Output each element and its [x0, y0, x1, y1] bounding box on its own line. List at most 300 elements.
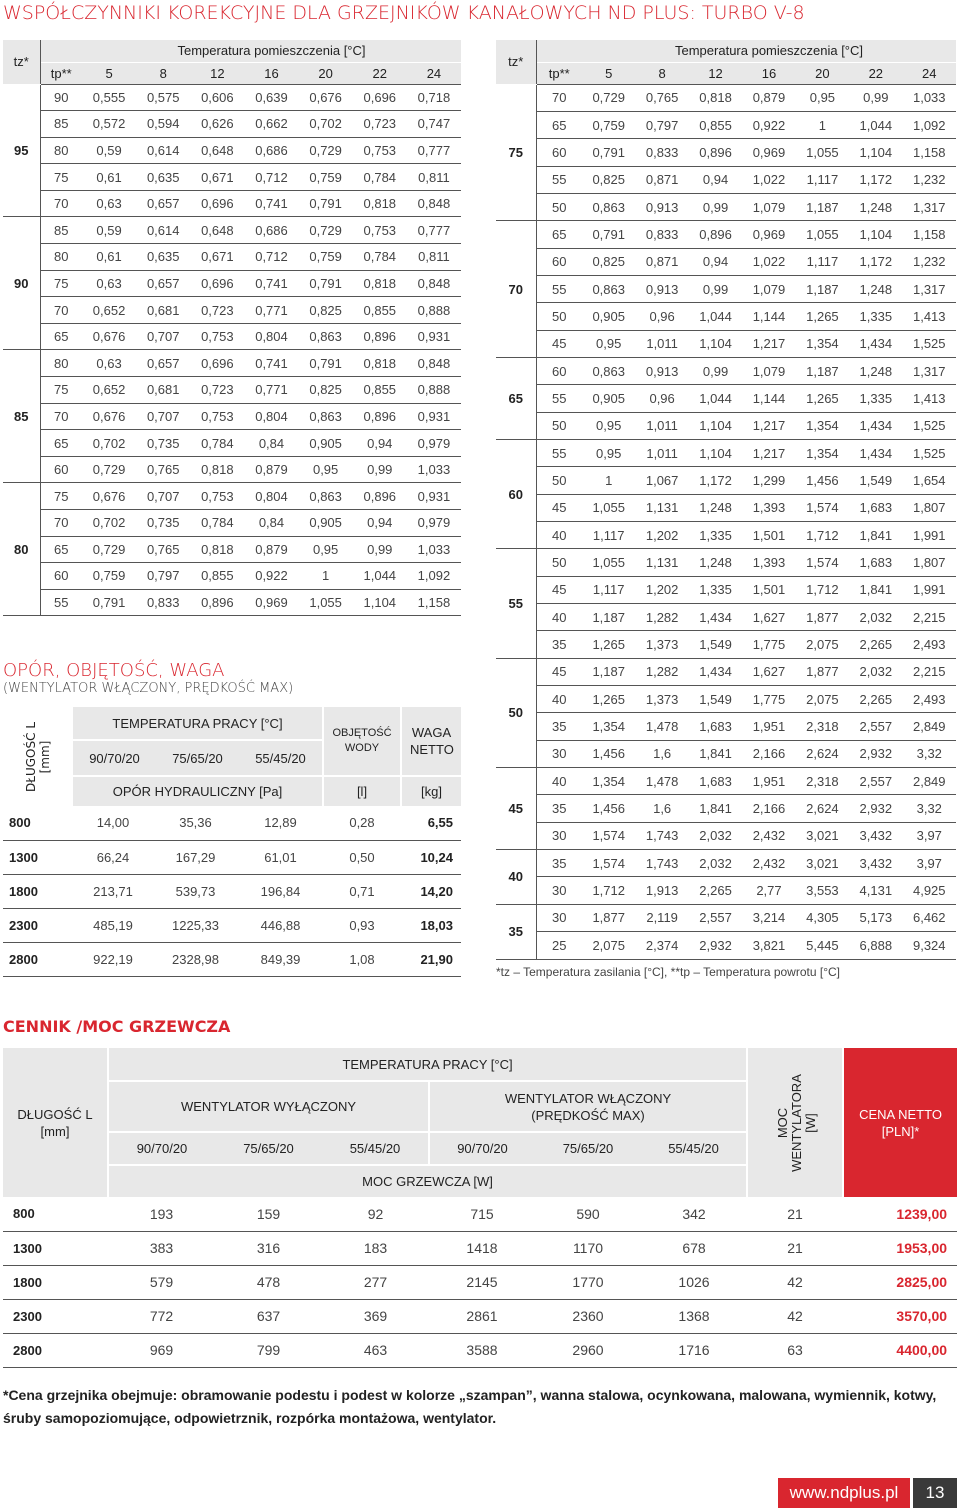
coef-value: 0,969: [742, 139, 795, 166]
work-temp-header: TEMPERATURA PRACY [°C]: [73, 707, 322, 741]
coef-value: 1,044: [849, 111, 902, 138]
coef-value: 2,557: [849, 768, 902, 795]
coef-value: 0,863: [299, 403, 353, 430]
coef-value: 1,044: [689, 303, 742, 330]
coef-value: 6,888: [849, 932, 902, 959]
tp-value: 40: [536, 768, 582, 795]
fan-power-header: MOC WENTYLATORA [W]: [747, 1048, 843, 1197]
coef-value: 1,033: [407, 536, 461, 563]
coef-value: 1,104: [849, 221, 902, 248]
tz-value: 35: [496, 904, 536, 959]
coef-value: 1,317: [903, 193, 956, 220]
tz-value: 50: [496, 658, 536, 767]
coef-value: 2,432: [742, 850, 795, 877]
coef-value: 2,119: [635, 904, 688, 931]
coef-value: 0,833: [635, 221, 688, 248]
resistance-row: [3, 874, 461, 908]
coef-value: 0,681: [136, 377, 190, 404]
weight-value: 21,90: [401, 942, 461, 976]
coef-value: 1,549: [689, 631, 742, 658]
coef-value: 0,614: [136, 217, 190, 244]
coef-value: 0,969: [244, 589, 298, 616]
coef-value: 2,265: [849, 686, 902, 713]
coef-value: 1,877: [796, 604, 849, 631]
coef-row: [3, 84, 461, 111]
coef-value: 0,777: [407, 137, 461, 164]
fan-on-header: WENTYLATOR WŁĄCZONY (PRĘDKOŚĆ MAX): [429, 1081, 747, 1132]
tp-value: 50: [536, 467, 582, 494]
coef-value: 1,354: [582, 713, 635, 740]
coef-value: 0,818: [353, 270, 407, 297]
power-value: 3588: [429, 1333, 535, 1367]
coef-value: 0,765: [635, 84, 688, 111]
resistance-title: OPÓR, OBJĘTOŚĆ, WAGA: [3, 660, 225, 681]
tp-value: 85: [40, 217, 82, 244]
coef-value: 0,94: [353, 430, 407, 457]
coef-row: [3, 456, 461, 483]
tp-value: 50: [536, 549, 582, 576]
coef-value: 0,696: [353, 84, 407, 111]
coef-value: 1,913: [635, 877, 688, 904]
coef-value: 1,627: [742, 604, 795, 631]
power-value: 1170: [535, 1231, 641, 1265]
hydraulic-resistance-header: OPÓR HYDRAULICZNY [Pa]: [73, 776, 323, 806]
coef-row: [3, 244, 461, 271]
table-cell: 0,50: [323, 840, 401, 874]
coef-value: 1,079: [742, 357, 795, 384]
tp-value: 60: [40, 456, 82, 483]
website-link[interactable]: www.ndplus.pl: [778, 1478, 910, 1508]
coef-value: 1,478: [635, 713, 688, 740]
coef-value: 0,729: [299, 217, 353, 244]
coef-row: [3, 536, 461, 563]
coef-value: 1,712: [796, 576, 849, 603]
coef-value: 3,432: [849, 850, 902, 877]
coef-value: 0,905: [299, 510, 353, 537]
coef-value: 2,624: [796, 795, 849, 822]
tp-value: 70: [40, 190, 82, 217]
coef-value: 0,863: [582, 193, 635, 220]
coef-value: 0,753: [353, 217, 407, 244]
coef-value: 1,456: [582, 795, 635, 822]
coef-value: 1,079: [742, 193, 795, 220]
power-value: 715: [429, 1197, 535, 1231]
coef-value: 0,95: [299, 536, 353, 563]
coef-value: 1,574: [582, 822, 635, 849]
coef-value: 0,696: [190, 190, 244, 217]
power-value: 342: [641, 1197, 747, 1231]
length-value: 2800: [3, 1333, 108, 1367]
coef-value: 0,969: [742, 221, 795, 248]
volume-header: OBJĘTOŚĆ WODY: [323, 707, 401, 776]
coef-value: 1,991: [903, 522, 956, 549]
coef-value: 1,478: [635, 768, 688, 795]
coef-row: [496, 768, 956, 795]
coef-value: 1,217: [742, 412, 795, 439]
coef-value: 1,743: [635, 850, 688, 877]
coef-value: 2,166: [742, 795, 795, 822]
coef-value: 1,011: [635, 412, 688, 439]
coef-value: 1,011: [635, 439, 688, 466]
coef-value: 2,557: [849, 713, 902, 740]
tp-value: 45: [536, 330, 582, 357]
coef-value: 0,652: [82, 297, 136, 324]
table-cell: 12,89: [238, 806, 323, 840]
coef-value: 0,99: [689, 275, 742, 302]
coef-value: 1,841: [849, 576, 902, 603]
weight-value: 18,03: [401, 908, 461, 942]
coef-row: [3, 510, 461, 537]
coef-value: 0,863: [299, 323, 353, 350]
coef-value: 0,686: [244, 137, 298, 164]
coef-value: 1,877: [582, 904, 635, 931]
coef-value: 0,791: [82, 589, 136, 616]
coef-value: 1,354: [582, 768, 635, 795]
tp-value: 35: [536, 850, 582, 877]
coef-value: 2,493: [903, 686, 956, 713]
coef-value: 0,818: [689, 84, 742, 111]
coef-value: 0,896: [353, 483, 407, 510]
coef-value: 1,144: [742, 303, 795, 330]
coef-value: 2,849: [903, 713, 956, 740]
tz-value: 95: [3, 84, 40, 217]
tp-value: 85: [40, 111, 82, 138]
room-temp-row: tp** 5 8 12 16 20 22 24: [3, 62, 461, 84]
coef-value: 0,741: [244, 270, 298, 297]
coef-row: [496, 877, 956, 904]
power-value: 383: [108, 1231, 215, 1265]
coef-value: 0,922: [742, 111, 795, 138]
coef-value: 0,979: [407, 430, 461, 457]
tp-value: 45: [536, 658, 582, 685]
coef-value: 0,784: [190, 430, 244, 457]
coef-value: 0,913: [635, 357, 688, 384]
tp-value: 40: [536, 604, 582, 631]
coef-value: 1,055: [796, 221, 849, 248]
coef-value: 2,77: [742, 877, 795, 904]
coef-value: 0,741: [244, 350, 298, 377]
power-value: 1026: [641, 1265, 747, 1299]
coef-value: 0,791: [582, 221, 635, 248]
length-value: 1800: [3, 874, 73, 908]
coef-value: 0,905: [582, 303, 635, 330]
coef-value: 1,456: [582, 740, 635, 767]
coef-value: 1,092: [407, 563, 461, 590]
page-title: WSPÓŁCZYNNIKI KOREKCYJNE DLA GRZEJNIKÓW KANAŁOWYCH ND PLUS: TURBO V-8: [3, 2, 805, 24]
coef-row: [3, 403, 461, 430]
coef-value: 0,771: [244, 377, 298, 404]
coef-row: [496, 412, 956, 439]
coef-value: 0,686: [244, 217, 298, 244]
coef-value: 1,951: [742, 713, 795, 740]
coef-value: 0,759: [82, 563, 136, 590]
coef-value: 1,044: [353, 563, 407, 590]
tp-value: 80: [40, 137, 82, 164]
coef-value: 2,932: [849, 795, 902, 822]
coef-value: 1,202: [635, 576, 688, 603]
coef-value: 0,791: [299, 350, 353, 377]
tz-header: tz*: [3, 40, 40, 84]
coef-value: 0,896: [689, 221, 742, 248]
mode-row: 90/70/20 75/65/20 55/45/20 90/70/20 75/65/20 55/45/20: [3, 1132, 957, 1165]
coef-value: 2,032: [849, 604, 902, 631]
coef-value: 1,172: [849, 166, 902, 193]
coef-value: 0,696: [190, 270, 244, 297]
coef-value: 2,318: [796, 713, 849, 740]
coef-value: 1,022: [742, 166, 795, 193]
coef-value: 0,723: [190, 377, 244, 404]
coef-value: 0,676: [299, 84, 353, 111]
coef-value: 0,95: [582, 330, 635, 357]
length-value: 1300: [3, 1231, 108, 1265]
tz-value: 65: [496, 357, 536, 439]
tp-value: 35: [536, 795, 582, 822]
coef-value: 1,248: [849, 357, 902, 384]
power-value: 2360: [535, 1299, 641, 1333]
coef-value: 0,818: [190, 536, 244, 563]
coef-value: 0,95: [582, 412, 635, 439]
tp-value: 65: [40, 536, 82, 563]
coef-value: 1,187: [582, 604, 635, 631]
coef-row: [496, 549, 956, 576]
table-cell: 1,08: [323, 942, 401, 976]
tp-value: 75: [40, 483, 82, 510]
coef-value: 1,248: [849, 193, 902, 220]
coef-value: 0,657: [136, 350, 190, 377]
coef-value: 1,131: [635, 494, 688, 521]
room-temp-header: Temperatura pomieszczenia [°C]: [582, 40, 956, 62]
tp-value: 50: [536, 193, 582, 220]
table-cell: 446,88: [238, 908, 323, 942]
tp-value: 60: [536, 357, 582, 384]
coef-value: 0,707: [136, 483, 190, 510]
coef-row: [3, 323, 461, 350]
coef-value: 1,117: [796, 248, 849, 275]
coef-value: 0,662: [244, 111, 298, 138]
coef-row: [496, 139, 956, 166]
power-value: 42: [747, 1265, 843, 1299]
length-value: 1800: [3, 1265, 108, 1299]
table-cell: 0,71: [323, 874, 401, 908]
price-value: 4400,00: [843, 1333, 957, 1367]
tp-value: 75: [40, 377, 82, 404]
coef-value: 0,729: [299, 137, 353, 164]
coef-value: 0,905: [582, 385, 635, 412]
coef-row: [3, 563, 461, 590]
tp-value: 55: [536, 439, 582, 466]
resistance-subtitle: (WENTYLATOR WŁĄCZONY, PRĘDKOŚĆ MAX): [3, 681, 294, 696]
coef-value: 0,825: [582, 166, 635, 193]
coef-value: 1,187: [582, 658, 635, 685]
coef-value: 1,525: [903, 439, 956, 466]
coef-value: 0,94: [689, 248, 742, 275]
coef-value: 0,575: [136, 84, 190, 111]
coef-value: 0,797: [136, 563, 190, 590]
coef-value: 0,825: [299, 297, 353, 324]
coef-value: 0,855: [353, 297, 407, 324]
coef-value: 0,753: [353, 137, 407, 164]
coef-value: 1,354: [796, 330, 849, 357]
tp-value: 30: [536, 740, 582, 767]
coef-value: 0,84: [244, 430, 298, 457]
price-row: [3, 1265, 957, 1299]
coef-value: 1,104: [689, 330, 742, 357]
coef-value: 1,317: [903, 357, 956, 384]
coef-value: 1,841: [689, 740, 742, 767]
coef-value: 1,434: [689, 604, 742, 631]
coef-value: 0,99: [689, 193, 742, 220]
coef-value: 0,818: [353, 350, 407, 377]
coef-value: 0,626: [190, 111, 244, 138]
coef-value: 1,574: [796, 549, 849, 576]
table-cell: 14,00: [73, 806, 153, 840]
coef-value: 0,84: [244, 510, 298, 537]
coef-value: 1,627: [742, 658, 795, 685]
coef-value: 2,075: [796, 686, 849, 713]
coef-value: 0,707: [136, 403, 190, 430]
coef-value: 0,94: [689, 166, 742, 193]
coef-value: 1,144: [742, 385, 795, 412]
coef-value: 1,055: [582, 549, 635, 576]
power-value: 21: [747, 1197, 843, 1231]
coef-value: 0,888: [407, 297, 461, 324]
coefficient-table-left: [3, 40, 461, 616]
length-header: DŁUGOŚĆ L [mm]: [3, 1048, 108, 1197]
tp-value: 65: [40, 323, 82, 350]
price-row: [3, 1299, 957, 1333]
fan-off-header: WENTYLATOR WYŁĄCZONY: [108, 1081, 429, 1132]
coef-row: [3, 430, 461, 457]
table-cell: 539,73: [153, 874, 238, 908]
coef-value: 1,067: [635, 467, 688, 494]
resistance-table: DŁUGOŚĆ L [mm] TEMPERATURA PRACY [°C] 90/70/20 75/65/20 55/45/20 OBJĘTOŚĆ WODY WAGA NETTO OPÓR HYDRAULICZNY [Pa] [l] [kg] 800 14,00 35,36 12,89 0,28 6,55 1300 66,24 167,29 61,01 0,50 10,24 1800 213,71 539,73 196,84 0,71 14,20 2300 485,19 1225,33 446,88 0,93 18,03 2800 922,19 2328,98 849,39 1,08 21,90: [3, 707, 461, 977]
coef-value: 0,797: [635, 111, 688, 138]
coef-value: 1,202: [635, 522, 688, 549]
coef-value: 1,317: [903, 275, 956, 302]
coef-row: [3, 483, 461, 510]
power-value: 1716: [641, 1333, 747, 1367]
coef-value: 0,871: [635, 166, 688, 193]
coef-value: 2,032: [849, 658, 902, 685]
power-value: 2960: [535, 1333, 641, 1367]
resistance-row: [3, 942, 461, 976]
coef-value: 2,557: [689, 904, 742, 931]
price-row: [3, 1197, 957, 1231]
coef-value: 1,282: [635, 658, 688, 685]
price-value: 1953,00: [843, 1231, 957, 1265]
price-value: 3570,00: [843, 1299, 957, 1333]
coef-value: 3,553: [796, 877, 849, 904]
coef-value: 0,723: [190, 297, 244, 324]
tp-value: 30: [536, 822, 582, 849]
coef-value: 1,525: [903, 330, 956, 357]
coef-row: [496, 221, 956, 248]
coef-value: 1,158: [407, 589, 461, 616]
coef-value: 1,265: [796, 303, 849, 330]
coef-value: 2,075: [796, 631, 849, 658]
coef-value: 0,818: [190, 456, 244, 483]
power-value: 21: [747, 1231, 843, 1265]
coef-row: [496, 686, 956, 713]
coef-value: 0,747: [407, 111, 461, 138]
tp-value: 70: [40, 403, 82, 430]
tp-value: 90: [40, 84, 82, 111]
coef-value: 1,841: [849, 522, 902, 549]
tp-value: 65: [40, 430, 82, 457]
table-cell: 213,71: [73, 874, 153, 908]
tp-value: 30: [536, 904, 582, 931]
tp-value: 50: [536, 303, 582, 330]
coef-value: 0,61: [82, 164, 136, 191]
coef-value: 1,712: [796, 522, 849, 549]
resistance-row: [3, 806, 461, 840]
coef-value: 0,735: [136, 430, 190, 457]
coef-row: [3, 164, 461, 191]
coef-value: 1,055: [582, 494, 635, 521]
coef-value: 1,501: [742, 522, 795, 549]
coef-row: [496, 795, 956, 822]
coef-value: 0,652: [82, 377, 136, 404]
weight-header: WAGA NETTO: [401, 707, 461, 776]
coef-value: 2,374: [635, 932, 688, 959]
coef-value: 1,265: [582, 631, 635, 658]
tp-value: 60: [536, 139, 582, 166]
coef-value: 0,61: [82, 244, 136, 271]
coef-value: 0,855: [689, 111, 742, 138]
resistance-row: [3, 840, 461, 874]
coef-value: 1,393: [742, 494, 795, 521]
coef-value: 1,033: [407, 456, 461, 483]
coef-row: [496, 822, 956, 849]
resistance-row: [3, 908, 461, 942]
coef-value: 3,021: [796, 850, 849, 877]
tp-header: tp**: [536, 62, 582, 84]
coef-value: 6,462: [903, 904, 956, 931]
coef-footnote: *tz – Temperatura zasilania [°C], **tp – Temperatura powrotu [°C]: [496, 965, 840, 979]
coef-value: 0,99: [689, 357, 742, 384]
coef-value: 0,702: [82, 430, 136, 457]
price-note: *Cena grzejnika obejmuje: obramowanie podestu i podest w kolorze „szampan”, wanna stalowa, ocynkowana, malowana, wymiennik, kotwy, śruby samopoziomujące, odpowietrznik, rozpórka montażowa, wentylator.: [3, 1387, 937, 1426]
coef-value: 1,117: [582, 576, 635, 603]
coef-row: [496, 604, 956, 631]
coef-value: 0,855: [190, 563, 244, 590]
coef-value: 3,97: [903, 822, 956, 849]
table-cell: 66,24: [73, 840, 153, 874]
tp-value: 55: [536, 385, 582, 412]
coef-value: 0,95: [582, 439, 635, 466]
weight-value: 6,55: [401, 806, 461, 840]
tp-value: 80: [40, 244, 82, 271]
coef-value: 1,117: [796, 166, 849, 193]
coef-value: 0,63: [82, 270, 136, 297]
power-value: 678: [641, 1231, 747, 1265]
coef-row: [496, 275, 956, 302]
tp-value: 70: [536, 84, 582, 111]
coef-value: 0,712: [244, 244, 298, 271]
table-cell: 922,19: [73, 942, 153, 976]
coef-row: [496, 467, 956, 494]
coef-value: 0,696: [190, 350, 244, 377]
coef-value: 3,821: [742, 932, 795, 959]
coef-value: 0,702: [82, 510, 136, 537]
tz-value: 75: [496, 84, 536, 221]
price-value: 1239,00: [843, 1197, 957, 1231]
coef-value: 2,075: [582, 932, 635, 959]
coef-row: [496, 439, 956, 466]
length-value: 2300: [3, 1299, 108, 1333]
coef-value: 0,896: [353, 403, 407, 430]
power-value: 799: [215, 1333, 322, 1367]
